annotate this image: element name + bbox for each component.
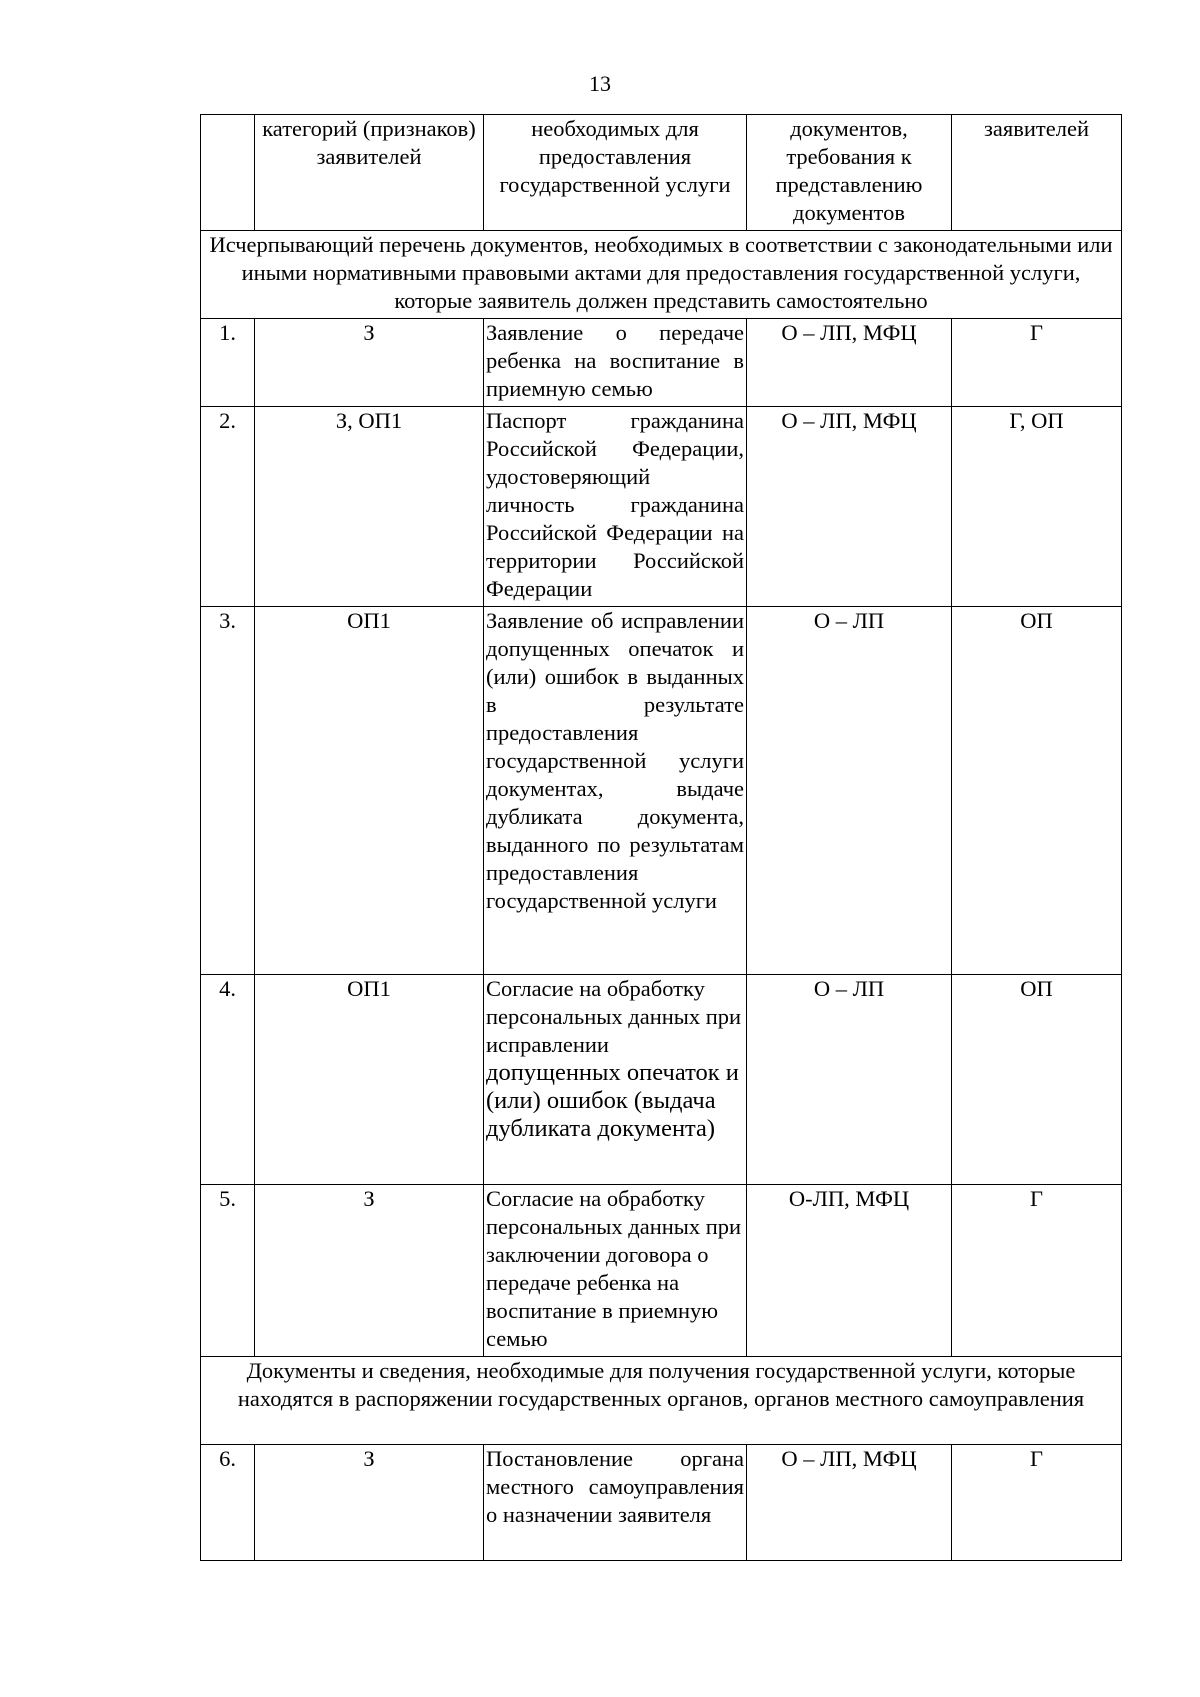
row-form: О – ЛП, МФЦ <box>747 1445 952 1561</box>
row-number: 5. <box>201 1185 255 1357</box>
row-form: О-ЛП, МФЦ <box>747 1185 952 1357</box>
header-document: необходимых для предоставления государственной услуги <box>484 115 747 231</box>
row-document: Согласие на обработку персональных данных при заключении договора о передаче ребенка на воспитание в приемную семью <box>484 1185 747 1357</box>
header-row <box>201 115 1122 231</box>
row-form: О – ЛП <box>747 975 952 1185</box>
row-document-part-2: допущенных опечаток и (или) ошибок (выдача дубликата документа) <box>486 1059 739 1142</box>
row-document <box>484 975 747 1185</box>
row-applicants: Г <box>952 319 1122 407</box>
section1-title: Исчерпывающий перечень документов, необходимых в соответствии с законодательными или иными нормативными правовыми актами для предоставления государственной услуги, которые заявитель должен представить самостоятельно <box>201 231 1122 319</box>
table-row <box>201 1445 1122 1561</box>
table-row <box>201 1185 1122 1357</box>
row-category: З <box>255 319 484 407</box>
table-row <box>201 407 1122 607</box>
row-applicants: Г <box>952 1185 1122 1357</box>
row-applicants: ОП <box>952 975 1122 1185</box>
section-title-row <box>201 231 1122 319</box>
row-document: Постановление органа местного самоуправления о назначении заявителя <box>484 1445 747 1561</box>
row-number: 4. <box>201 975 255 1185</box>
section2-title: Документы и сведения, необходимые для получения государственной услуги, которые находятся в распоряжении государственных органов, органов местного самоуправления <box>201 1357 1122 1445</box>
row-applicants: Г <box>952 1445 1122 1561</box>
documents-table <box>200 114 1122 1561</box>
table-row <box>201 607 1122 975</box>
row-document: Заявление о передаче ребенка на воспитание в приемную семью <box>484 319 747 407</box>
row-number: 2. <box>201 407 255 607</box>
header-applicants: заявителей <box>952 115 1122 231</box>
row-number: 3. <box>201 607 255 975</box>
row-document-part-1: Согласие на обработку персональных данных при исправлении <box>486 976 742 1057</box>
row-number: 1. <box>201 319 255 407</box>
row-applicants: ОП <box>952 607 1122 975</box>
row-category: З <box>255 1445 484 1561</box>
header-form: документов, требования к представлению документов <box>747 115 952 231</box>
table-row <box>201 319 1122 407</box>
row-document: Паспорт гражданина Российской Федерации, удостоверяющий личность гражданина Российской Федерации на территории Российской Федерации <box>484 407 747 607</box>
row-category: ОП1 <box>255 975 484 1185</box>
row-form: О – ЛП <box>747 607 952 975</box>
row-applicants: Г, ОП <box>952 407 1122 607</box>
table-row <box>201 975 1122 1185</box>
row-form: О – ЛП, МФЦ <box>747 407 952 607</box>
header-category: категорий (признаков) заявителей <box>255 115 484 231</box>
row-document: Заявление об исправлении допущенных опечаток и (или) ошибок в выданных в результате предоставления государственной услуги документах, выдаче дубликата документа, выданного по результатам предоставления государственной услуги <box>484 607 747 975</box>
row-category: ОП1 <box>255 607 484 975</box>
section-title-row <box>201 1357 1122 1445</box>
row-number: 6. <box>201 1445 255 1561</box>
page-number: 13 <box>589 71 611 96</box>
row-category: З <box>255 1185 484 1357</box>
row-category: З, ОП1 <box>255 407 484 607</box>
row-form: О – ЛП, МФЦ <box>747 319 952 407</box>
header-num-cell <box>201 115 255 231</box>
